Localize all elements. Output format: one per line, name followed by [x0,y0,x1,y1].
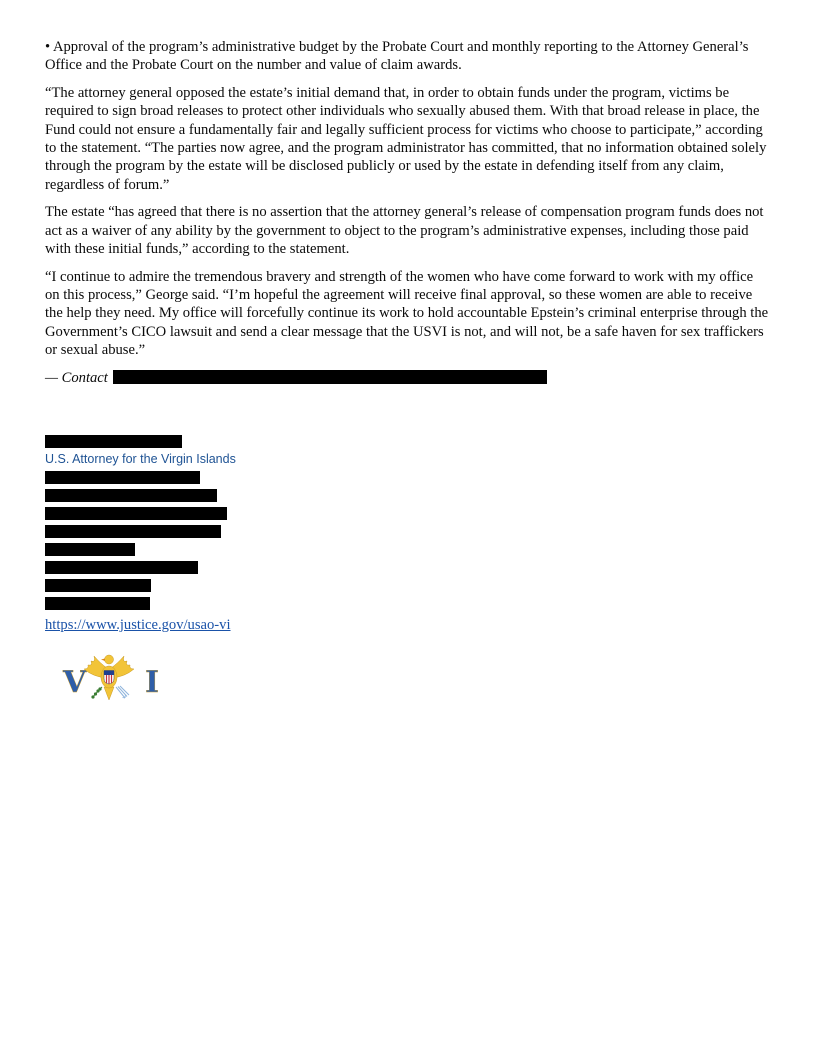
redaction-bar [45,489,217,502]
redaction-bar [45,579,151,592]
flag-letter-v: V [63,665,87,701]
usvi-flag-graphic [57,647,160,712]
redaction-bar [45,507,227,520]
eagle-shield [104,671,114,685]
redaction-bar [45,525,221,538]
usvi-flag [57,647,160,712]
paragraph-george-quote: “I continue to admire the tremendous bravery and strength of the women who have come forward to work with my office on this process,” George said. “I’m hopeful the agreement will receive final approval, so these women are able to receive the help they need. My office will forcefully continue its work to hold accountable Epstein’s criminal enterprise through the Government’s CICO lawsuit and send a clear message that the USVI is not, and will not, be a safe haven for sex traffickers or sexual abuse.” [45,268,769,358]
signature-title: U.S. Attorney for the Virgin Islands [45,452,236,467]
flag-letter-i: I [145,665,160,701]
contact-label: — Contact [45,369,108,386]
contact-line [45,369,770,387]
redaction-bar [45,597,150,610]
redaction-bar [45,471,200,484]
redaction-bar [45,561,198,574]
signature-block [45,435,770,712]
paragraph-budget-bullet: • Approval of the program’s administrative budget by the Probate Court and monthly reporting to the Attorney General’s Office and the Probate Court on the number and value of claim awards. [45,39,749,74]
redaction-bar [45,435,182,448]
paragraph-statement-quote: “The attorney general opposed the estate’s initial demand that, in order to obtain funds under the program, victims be required to sign broad releases to protect other individuals who sexually abused them. With that broad release in place, the Fund could not ensure a fundamentally fair and legally sufficient process for victims who choose to participate,” according to the statement. “The parties now agree, and the program administrator has committed, that no information obtained solely through the program by the estate will be disclosed publicly or used by the estate in defending itself from any claim, regardless of forum.” [45,85,767,193]
justice-gov-link[interactable]: https://www.justice.gov/usao-vi [45,617,231,634]
signature-redacted-lines [45,471,770,610]
redaction-bar [113,370,547,384]
redaction-bar [45,543,135,556]
paragraph-estate-agreement: The estate “has agreed that there is no assertion that the attorney general’s release of compensation program funds does not act as a waiver of any ability by the government to object to the program’s administrative expenses, including those paid with these initial funds,” according to the statement. [45,204,764,257]
